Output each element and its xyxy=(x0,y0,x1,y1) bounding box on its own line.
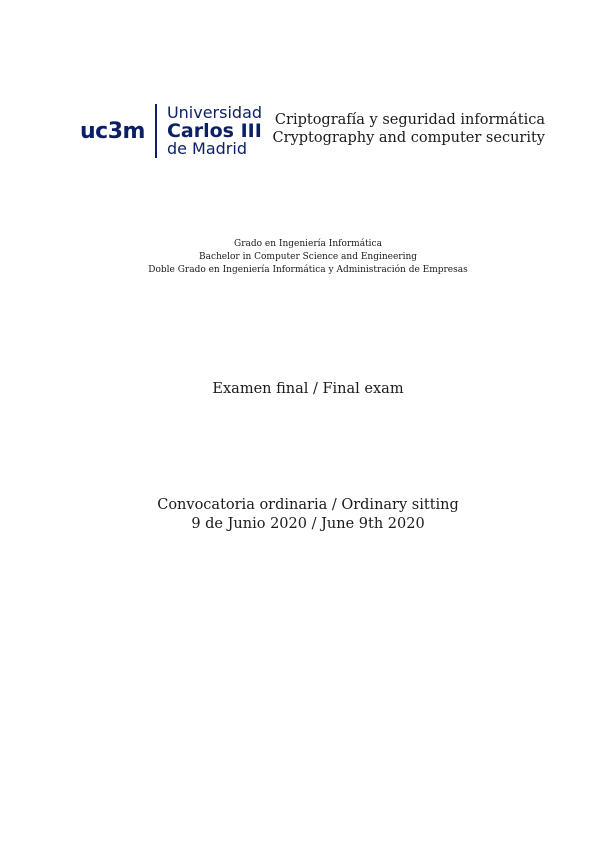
logo-name xyxy=(167,104,262,158)
exam-title: Examen final / Final exam xyxy=(212,381,404,397)
exam-sitting xyxy=(0,496,600,534)
sitting-call: Convocatoria ordinaria / Ordinary sitting xyxy=(157,497,459,513)
logo-divider xyxy=(155,104,157,158)
sitting-date: 9 de Junio 2020 / June 9th 2020 xyxy=(191,516,425,532)
degree-item: Bachelor in Computer Science and Engineering xyxy=(198,252,418,262)
logo-short-text: uc3m xyxy=(80,118,145,144)
logo-line-1: Universidad xyxy=(166,103,263,122)
logo-line-2: Carlos III xyxy=(166,120,262,142)
logo-line-3: de Madrid xyxy=(166,139,247,158)
degree-item: Grado en Ingeniería Informática xyxy=(234,239,382,249)
university-logo xyxy=(80,102,262,160)
course-title xyxy=(273,111,545,147)
degree-item: Doble Grado en Ingeniería Informática y Administración de Empresas xyxy=(148,265,468,275)
course-title-en: Cryptography and computer security xyxy=(272,130,545,146)
course-title-es: Criptografía y seguridad informática xyxy=(274,112,545,128)
degree-list xyxy=(0,238,600,277)
